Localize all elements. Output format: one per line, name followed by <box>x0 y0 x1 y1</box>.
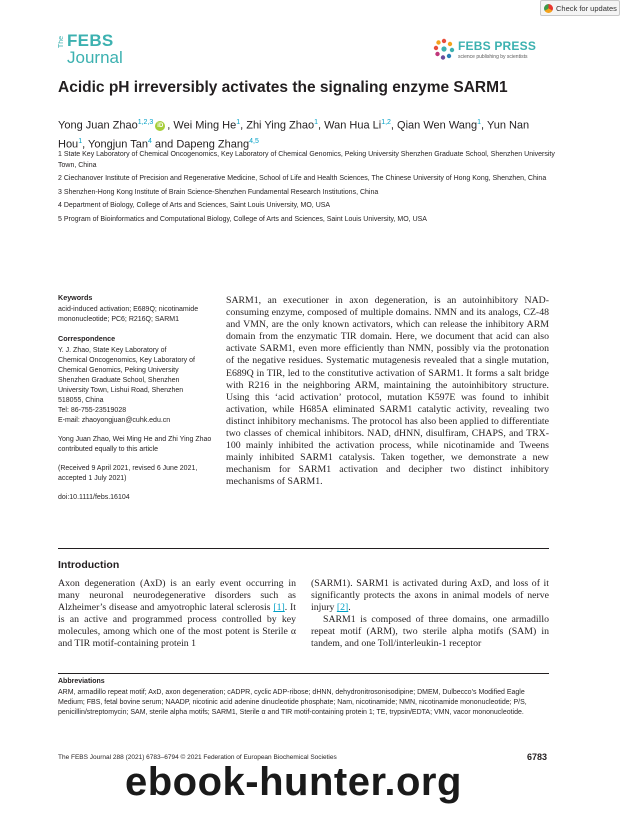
correspondence-heading: Correspondence <box>58 334 116 343</box>
doi[interactable]: doi:10.1111/febs.16104 <box>58 494 130 501</box>
author-affiliation-sup: 1 <box>236 119 241 126</box>
intro-text: Axon degeneration (AxD) is an early event occurring in many neuronal neurodegenerative disorders such as Alzheimer’s disease and amyotrophic lateral sclerosis <box>58 578 296 614</box>
author-name: Wei Ming He <box>173 119 237 132</box>
article-info-column <box>58 293 218 512</box>
logo-journal: Journal <box>67 48 123 67</box>
author-name: Zhi Ying Zhao <box>246 119 315 132</box>
reference-link-1[interactable]: [1] <box>273 602 285 614</box>
author-affiliation-sup: 1 <box>78 137 83 145</box>
intro-column-right <box>311 578 549 651</box>
introduction-heading: Introduction <box>58 559 120 571</box>
correspondence-line: University Town, Lishui Road, Shenzhen <box>58 387 184 394</box>
reference-link-2[interactable]: [2] <box>336 602 349 614</box>
page-number: 6783 <box>527 752 548 762</box>
keywords-text: acid-induced activation; E689Q; nicotinamide mononucleotide; PC6; R216Q; SARM1 <box>58 306 199 323</box>
author-name: Wan Hua Li <box>324 119 382 132</box>
logo-the: The <box>58 36 65 49</box>
keywords-heading: Keywords <box>58 293 93 302</box>
equal-contribution-note: Yong Juan Zhao, Wei Ming He and Zhi Ying Zhao contributed equally to this article <box>58 436 212 453</box>
orcid-icon[interactable]: iD <box>157 122 164 129</box>
febs-press-logo <box>433 38 553 66</box>
check-for-updates-button[interactable] <box>540 0 620 16</box>
correspondence-text <box>58 346 218 426</box>
correspondence-line: Chemical Genomics, Peking University <box>58 367 179 374</box>
author-affiliation-sup: 1 <box>477 119 482 126</box>
footer-citation: The FEBS Journal 288 (2021) 6783–6794 © 2021 Federation of European Biochemical Societies <box>58 754 337 761</box>
intro-paragraph-2: SARM1 is composed of three domains, one armadillo repeat motif (ARM), two sterile alpha motifs (SAM) in tandem, and one Toll/interleukin-1 receptor <box>311 614 549 650</box>
correspondence-line: Shenzhen Graduate School, Shenzhen <box>58 377 180 384</box>
watermark: ebook-hunter.org <box>125 760 462 804</box>
press-tagline: science publishing by scientists <box>458 54 528 60</box>
author-affiliation-sup: 4,5 <box>249 137 259 145</box>
author-affiliation-sup: 1,2 <box>381 119 391 126</box>
abbreviations-text: ARM, armadillo repeat motif; AxD, axon degeneration; cADPR, cyclic ADP-ribose; dHNN, dehydronitrosonisodipine; DMEM, Dulbecco’s Modified Eagle Medium; FBS, fetal bovine serum; NAADP, nicotinic acid adenine dinucleotide phosphate; Nam, nicotinamide; NMN, nicotinamide mononucleotide; P/S, penicillin/streptomycin; SAM, sterile alpha motifs; SARM1, Sterile α and TIR motif-containing protein 1; TE, trypsin/EDTA; VMN, vacor mononucleotide. <box>58 689 527 716</box>
affiliation: 5 Program of Bioinformatics and Computational Biology, College of Arts and Sciences, Saint Louis University, MO, USA <box>58 215 427 223</box>
affiliation: 1 State Key Laboratory of Chemical Oncogenomics, Key Laboratory of Chemical Genomics, Peking University Shenzhen Graduate School, Shenzhen University Town, China <box>58 151 555 169</box>
affiliations <box>58 150 558 228</box>
author-list: Yong Juan Zhao$^{1,2,3}$ iD , Wei Ming He$^1$, Zhi Ying Zhao$^1$, Wan Hua Li$^{1,2}$, Qian Wen Wang$^1$, Yun Nan Hou$^1$, Yongjun Tan$^4$ and Dapeng Zhang$^{4,5}$ <box>58 119 530 151</box>
author-name: Yun Nan Hou <box>58 119 530 151</box>
article-title: Acidic pH irreversibly activates the signaling enzyme SARM1 <box>58 79 508 96</box>
affiliation: 3 Shenzhen-Hong Kong Institute of Brain Science-Shenzhen Fundamental Research Institutions, China <box>58 188 379 196</box>
author-affiliation-sup: 4 <box>147 137 152 145</box>
crossmark-icon <box>544 4 553 13</box>
febs-press-dots-icon <box>433 38 455 60</box>
check-for-updates-label: Check for updates <box>556 3 617 13</box>
intro-text: . It is an active and programmed process controlled by key molecules, among which one of the most potent is Sterile α and TIR motif-containing protein 1 <box>58 602 296 650</box>
author-name: Dapeng Zhang <box>176 138 250 151</box>
intro-text: . <box>348 602 351 614</box>
febs-journal-logo <box>58 32 130 70</box>
press-name: FEBS PRESS <box>458 39 537 53</box>
correspondence-line: Tel: 86-755-23519028 <box>58 407 127 414</box>
correspondence-line: Y. J. Zhao, State Key Laboratory of <box>58 347 167 354</box>
correspondence-line: 518055, China <box>58 397 104 404</box>
affiliation: 4 Department of Biology, College of Arts and Sciences, Saint Louis University, MO, USA <box>58 202 331 209</box>
author-affiliation-sup: 1,2,3 <box>137 119 154 126</box>
divider <box>58 548 549 549</box>
affiliation: 2 Ciechanover Institute of Precision and Regenerative Medicine, School of Life and Health Sciences, The Chinese University of Hong Kong, Shenzhen, China <box>58 175 547 182</box>
divider <box>58 673 549 674</box>
intro-text: (SARM1). SARM1 is activated during AxD, and loss of it significantly protects the axons in animal models of nerve injury <box>311 578 549 614</box>
abstract: SARM1, an executioner in axon degeneration, is an autoinhibitory NAD-consuming enzyme, composed of multiple domains. NMN and its analogs, CZ-48 and VMN, are the only known activators, which can release the inhibitory ARM domain from the enzymatic TIR domain. Here, we document that acid can also activate SARM1, even more efficiently than NMN, possibly via the protonation of the negative residues. Systematic mutagenesis revealed that a single mutation, E689Q in TIR, led to the constitutive activation of SARM1. It forms a salt bridge with R216 in the neighboring ARM, maintaining the autoinhibitory structure. Using this ‘acid activation’ protocol, mutation K597E was found to inhibit activation, while H685A eliminated SARM1 catalytic activity, revealing two distinct inhibitory mechanisms. The protocol has also been applied to differentiate two classes of chemical inhibitors. NAD, dHNN, disulfiram, CHAPS, and TRX-100 mainly inhibited the activation process, while nicotinamide and Tweens mainly inhibited SARM1 catalysis. Taken together, we demonstrate a new mechanism for SARM1 activation and decipher two distinct inhibitory mechanisms of SARM1. <box>226 295 549 488</box>
author-name: Qian Wen Wang <box>397 119 478 132</box>
author-name: Yongjun Tan <box>88 138 148 151</box>
received-dates: (Received 9 April 2021, revised 6 June 2021, accepted 1 July 2021) <box>58 465 198 482</box>
author-name: Yong Juan Zhao <box>58 119 138 132</box>
abbreviations-heading: Abbreviations <box>58 678 105 685</box>
author-affiliation-sup: 1 <box>314 119 318 126</box>
logo-febs: FEBS <box>67 31 114 50</box>
correspondence-line: Chemical Oncogenomics, Key Laboratory of <box>58 357 195 364</box>
intro-column-left <box>58 578 296 651</box>
correspondence-line: E-mail: zhaoyongjuan@cuhk.edu.cn <box>58 417 171 424</box>
